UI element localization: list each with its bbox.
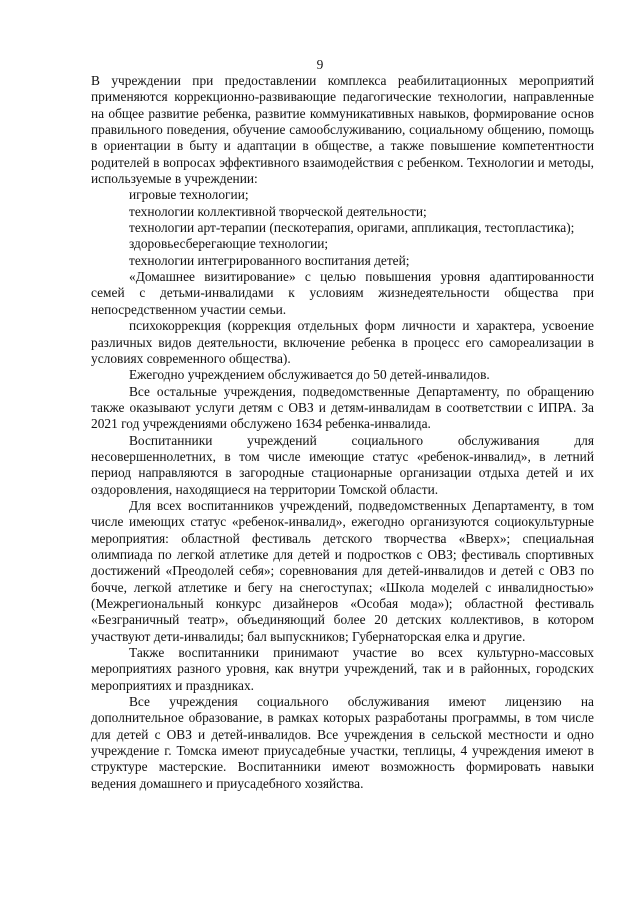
paragraph: технологии коллективной творческой деятельности; xyxy=(129,203,427,219)
paragraph: Также воспитанники принимают участие во всех культурно-массовых мероприятиях разного уровня, как внутри учреждений, так и в районных, городских мероприятиях и праздниках. xyxy=(91,645,594,693)
paragraph: технологии арт-терапии (пескотерапия, оригами, аппликация, тестопластика); xyxy=(129,220,575,236)
paragraph: Для всех воспитанников учреждений, подведомственных Департаменту, в том числе имеющих статус «ребенок-инвалид», ежегодно организуются социокультурные мероприятия: областной фестиваль детского творчества «Вверх»; специальная олимпиада по легкой атлетике для детей и подростков с ОВЗ; фестиваль спортивных достижений «Преодолей себя»; соревнования для детей-инвалидов и детей с ОВЗ по бочче, легкой атлетике и бегу на снегоступах; «Школа моделей с инвалидностью» (Межрегиональный конкурс дизайнеров «Особая мода»); областной фестиваль «Безграничный театр», объединяющий более 20 детских коллективов, в котором участвуют дети-инвалиды; бал выпускников; Губернаторская елка и другие. xyxy=(91,497,594,644)
paragraph: Все учреждения социального обслуживания имеют лицензию на дополнительное образование, в рамках которых разработаны программы, в том числе для детей с ОВЗ и детей-инвалидов. Все учреждения в сельской местности и одно учреждение г. Томска имеют приусадебные участки, теплицы, 4 учреждения имеют в структуре мастерские. Воспитанники имеют возможность формировать навыки ведения домашнего и приусадебного хозяйства. xyxy=(91,694,594,791)
paragraph: технологии интегрированного воспитания детей; xyxy=(129,252,410,268)
paragraph: Все остальные учреждения, подведомственные Департаменту, по обращению также оказывают услуги детям с ОВЗ и детям-инвалидам в соответствии с ИПРА. За 2021 год учреждениями обслужено 1634 ребенка-инвалида. xyxy=(91,383,594,432)
paragraph: Ежегодно учреждением обслуживается до 50 детей-инвалидов. xyxy=(129,367,490,383)
page-number: 9 xyxy=(316,57,324,72)
paragraph: Воспитанники учреждений социального обслуживания для несовершеннолетних, в том числе имеющие статус «ребенок-инвалид», в летний период направляются в загородные стационарные организации отдыха детей и их оздоровления, находящиеся на территории Томской области. xyxy=(91,432,594,497)
paragraph: психокоррекция (коррекция отдельных форм личности и характера, усвоение различных видов деятельности, включение ребенка в процесс его самореализации в условиях современного общества). xyxy=(91,318,594,366)
paragraph: игровые технологии; xyxy=(129,187,249,203)
paragraph: В учреждении при предоставлении комплекса реабилитационных мероприятий применяются коррекционно-развивающие педагогические технологии, направленные на общее развитие ребенка, развитие коммуникативных навыков, формирование основ правильного поведения, обучение самообслуживанию, социальному общению, помощь в ориентации в быту и адаптации в обществе, а также повышение компетентности родителей в вопросах эффективного взаимодействия с ребенком. Технологии и методы, используемые в учреждении: xyxy=(91,73,594,187)
paragraph: здоровьесберегающие технологии; xyxy=(129,236,329,252)
paragraph: «Домашнее визитирование» с целью повышения уровня адаптированности семей с детьми-инвалидами к условиям жизнедеятельности общества при непосредственном участии семьи. xyxy=(91,269,594,317)
body-text xyxy=(91,73,594,792)
